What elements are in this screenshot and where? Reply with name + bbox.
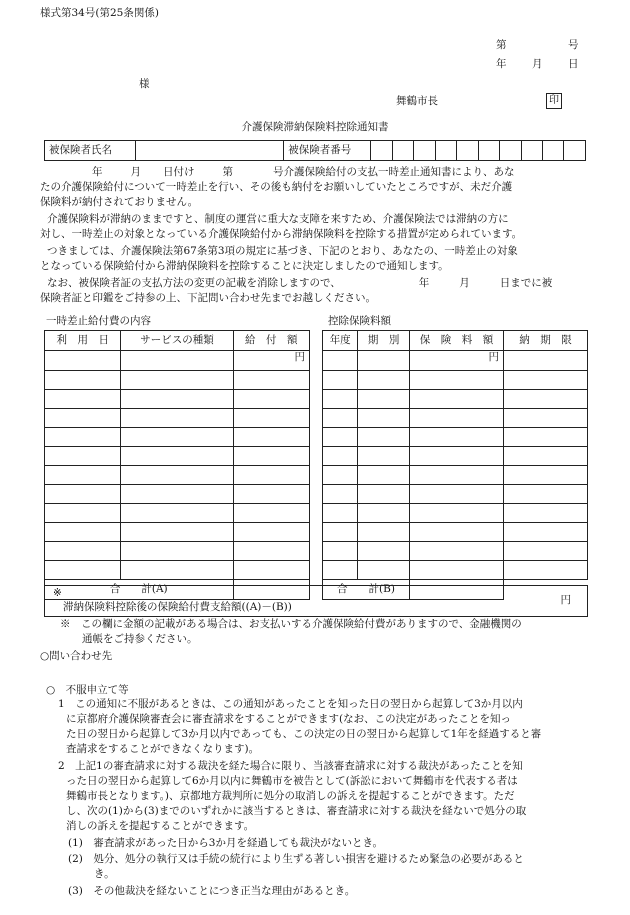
deduction-premium-table xyxy=(322,330,588,600)
digit-box[interactable] xyxy=(371,141,392,161)
col-header-fiscal-year: 年度 xyxy=(323,331,358,351)
para4-line2: 保険者証と印鑑をご持参の上、下記問い合わせ先までお越しください。 xyxy=(40,292,376,304)
suspended-benefit-table xyxy=(44,330,310,600)
cell-input[interactable] xyxy=(323,371,358,390)
cell-input[interactable] xyxy=(323,428,358,447)
cell-input[interactable] xyxy=(45,466,121,485)
cell-input[interactable] xyxy=(409,447,503,466)
table-row xyxy=(45,466,310,485)
unit-yen: 円 xyxy=(409,351,503,371)
left-table-caption: 一時差止給付費の内容 xyxy=(46,315,151,327)
cell-input[interactable] xyxy=(45,390,121,409)
digit-box[interactable] xyxy=(392,141,413,161)
cell-input[interactable] xyxy=(121,351,233,371)
para3-line1: つきましては、介護保険法第67条第3項の規定に基づき、下記のとおり、あなたの、一時差止の対象 xyxy=(47,245,518,257)
cell-input[interactable] xyxy=(504,504,588,523)
table-row xyxy=(45,428,310,447)
table-row xyxy=(323,542,588,561)
cell-input[interactable] xyxy=(233,485,310,504)
table-row xyxy=(45,351,310,371)
cell-input[interactable] xyxy=(233,447,310,466)
objection-item2-l3: 舞鶴市長となります。)、京都地方裁判所に処分の取消しの訴えを提起することができます。ただ xyxy=(66,790,515,802)
net-payment-label: 滞納保険料控除後の保険給付費支給額((A)－(B)) xyxy=(63,601,292,613)
table-row xyxy=(323,466,588,485)
table-row xyxy=(323,390,588,409)
col-header-benefit-amount: 給 付 額 xyxy=(233,331,310,351)
total-b-label: 合 計(B) xyxy=(323,580,410,600)
cell-input[interactable] xyxy=(45,351,121,371)
date-day: 日 xyxy=(568,58,579,70)
cell-input[interactable] xyxy=(358,485,410,504)
table-row xyxy=(323,561,588,580)
cell-input[interactable] xyxy=(233,371,310,390)
cell-input[interactable] xyxy=(409,371,503,390)
cell-input[interactable] xyxy=(358,447,410,466)
cell-input[interactable] xyxy=(121,371,233,390)
cell-input[interactable] xyxy=(323,523,358,542)
inquiry-heading: ○問い合わせ先 xyxy=(40,650,113,662)
cell-input[interactable] xyxy=(45,523,121,542)
cell-input[interactable] xyxy=(504,371,588,390)
cell-input[interactable] xyxy=(358,542,410,561)
note-line2: 通帳をご持参ください。 xyxy=(82,633,198,645)
para1-line2: たの介護保険給付について一時差止を行い、その後も納付をお願いしていたところですが、未だ介護 xyxy=(40,181,513,193)
cell-input[interactable] xyxy=(121,409,233,428)
cell-input[interactable] xyxy=(121,542,233,561)
digit-box[interactable] xyxy=(521,141,542,161)
cell-input[interactable] xyxy=(45,485,121,504)
cell-input[interactable] xyxy=(504,523,588,542)
issuer-name: 舞鶴市長 xyxy=(396,95,438,107)
table-row xyxy=(323,428,588,447)
cell-input[interactable] xyxy=(233,409,310,428)
cell-input[interactable] xyxy=(233,466,310,485)
cell-input[interactable] xyxy=(358,428,410,447)
cell-input[interactable] xyxy=(323,390,358,409)
digit-box[interactable] xyxy=(542,141,563,161)
table-row xyxy=(45,390,310,409)
objection-item1-l1: 1 この通知に不服があるときは、この通知があったことを知った日の翌日から起算して3か月以内 xyxy=(58,698,523,710)
table-row xyxy=(45,371,310,390)
col-header-period: 期 別 xyxy=(358,331,410,351)
cell-input[interactable] xyxy=(409,561,503,580)
cell-input[interactable] xyxy=(504,390,588,409)
cell-input[interactable] xyxy=(233,428,310,447)
cell-input[interactable] xyxy=(233,504,310,523)
table-header-row xyxy=(45,331,310,351)
cell-input[interactable] xyxy=(121,504,233,523)
insured-id-row xyxy=(44,140,586,161)
cell-input[interactable] xyxy=(504,466,588,485)
cell-input[interactable] xyxy=(504,485,588,504)
cell-input[interactable] xyxy=(409,523,503,542)
table-row xyxy=(323,504,588,523)
digit-box[interactable] xyxy=(500,141,521,161)
col-header-premium-amount: 保 険 料 額 xyxy=(409,331,503,351)
objection-heading: ○ 不服申立て等 xyxy=(46,684,129,696)
cell-input[interactable] xyxy=(358,523,410,542)
doc-no-dai: 第 xyxy=(496,39,507,51)
digit-box[interactable] xyxy=(457,141,478,161)
table-row xyxy=(323,485,588,504)
cell-input[interactable] xyxy=(409,390,503,409)
table-row xyxy=(323,447,588,466)
table-row xyxy=(45,561,310,580)
doc-no-go: 号 xyxy=(568,39,579,51)
cell-input[interactable] xyxy=(504,561,588,580)
cell-input[interactable] xyxy=(121,447,233,466)
total-a-label: 合 計(A) xyxy=(45,580,234,600)
cell-input[interactable] xyxy=(504,351,588,371)
cell-input[interactable] xyxy=(504,447,588,466)
cell-input[interactable] xyxy=(323,351,358,371)
cell-input[interactable] xyxy=(409,504,503,523)
insured-name-field[interactable] xyxy=(136,141,284,161)
table-row xyxy=(45,504,310,523)
cell-input[interactable] xyxy=(121,485,233,504)
objection-sub3: (3) その他裁決を経ないことにつき正当な理由があるとき。 xyxy=(68,885,356,897)
cell-input[interactable] xyxy=(323,466,358,485)
table-row xyxy=(323,523,588,542)
objection-item2-l4: し、次の(1)から(3)までのいずれかに該当するときは、審査請求に対する裁決を経ないで処分の取 xyxy=(66,805,527,817)
digit-box[interactable] xyxy=(435,141,456,161)
cell-input[interactable] xyxy=(233,523,310,542)
para4-line1: なお、被保険者証の支払方法の変更の記載を消除しますので、 年 月 日までに被 xyxy=(47,277,553,289)
objection-sub2-l1: (2) 処分、処分の執行又は手続の続行により生ずる著しい損害を避けるため緊急の必要があると xyxy=(68,853,524,865)
digit-box[interactable] xyxy=(414,141,435,161)
cell-input[interactable] xyxy=(504,542,588,561)
table-row xyxy=(45,485,310,504)
intro-line: 年 月 日付け 第 号介護保険給付の支払一時差止通知書により、あな xyxy=(92,166,515,178)
table-row xyxy=(45,542,310,561)
para2-line1: 介護保険料が滞納のままですと、制度の運営に重大な支障を来すため、介護保険法では滞納の方に xyxy=(47,213,509,225)
cell-input[interactable] xyxy=(45,542,121,561)
cell-input[interactable] xyxy=(45,428,121,447)
cell-input[interactable] xyxy=(409,466,503,485)
cell-input[interactable] xyxy=(323,542,358,561)
addressee-sama: 様 xyxy=(139,78,150,90)
cell-input[interactable] xyxy=(121,466,233,485)
unit-yen: 円 xyxy=(233,351,310,371)
net-payment-box xyxy=(44,585,588,617)
form-id: 様式第34号(第25条関係) xyxy=(40,7,159,19)
cell-input[interactable] xyxy=(233,542,310,561)
cell-input[interactable] xyxy=(45,409,121,428)
seal-mark: 印 xyxy=(546,93,562,109)
cell-input[interactable] xyxy=(121,428,233,447)
cell-input[interactable] xyxy=(409,428,503,447)
para3-line2: となっている保険給付から滞納保険料を控除することに決定しましたので通知します。 xyxy=(40,260,449,272)
objection-item2-l2: った日の翌日から起算して6か月以内に舞鶴市を被告として(訴訟において舞鶴市を代表する者は xyxy=(66,775,518,787)
cell-input[interactable] xyxy=(358,351,410,371)
table-row xyxy=(323,351,588,371)
cell-input[interactable] xyxy=(358,390,410,409)
insured-name-label: 被保険者氏名 xyxy=(45,141,136,161)
cell-input[interactable] xyxy=(504,409,588,428)
cell-input[interactable] xyxy=(358,504,410,523)
note-mark: ※ xyxy=(53,587,62,599)
table-row xyxy=(45,447,310,466)
table-header-row xyxy=(323,331,588,351)
cell-input[interactable] xyxy=(409,542,503,561)
objection-item2-l5: 消しの訴えを提起することができます。 xyxy=(66,820,255,832)
cell-input[interactable] xyxy=(409,485,503,504)
insured-number-label: 被保険者番号 xyxy=(284,141,371,161)
cell-input[interactable] xyxy=(323,447,358,466)
cell-input[interactable] xyxy=(45,371,121,390)
table-row xyxy=(323,371,588,390)
cell-input[interactable] xyxy=(358,371,410,390)
cell-input[interactable] xyxy=(358,561,410,580)
note-line1: ※ この欄に金額の記載がある場合は、お支払いする介護保険給付費がありますので、金融機関の xyxy=(60,618,522,630)
col-header-use-date: 利 用 日 xyxy=(45,331,121,351)
date-month: 月 xyxy=(532,58,543,70)
cell-input[interactable] xyxy=(358,409,410,428)
para1-line3: 保険料が納付されておりません。 xyxy=(40,196,199,208)
cell-input[interactable] xyxy=(121,523,233,542)
cell-input[interactable] xyxy=(323,561,358,580)
col-header-service-type: サービスの種類 xyxy=(121,331,233,351)
objection-sub2-l2: き。 xyxy=(94,868,115,880)
cell-input[interactable] xyxy=(323,504,358,523)
net-payment-unit: 円 xyxy=(560,594,571,606)
objection-item2-l1: 2 上記1の審査請求に対する裁決を経た場合に限り、当該審査請求に対する裁決があったことを知 xyxy=(58,760,523,772)
digit-box[interactable] xyxy=(564,141,586,161)
table-row xyxy=(323,409,588,428)
cell-input[interactable] xyxy=(45,504,121,523)
cell-input[interactable] xyxy=(121,561,233,580)
objection-item1-l4: 査請求をすることができなくなります)。 xyxy=(66,743,260,755)
cell-input[interactable] xyxy=(504,428,588,447)
cell-input[interactable] xyxy=(358,466,410,485)
col-header-due-date: 納 期 限 xyxy=(504,331,588,351)
digit-box[interactable] xyxy=(478,141,499,161)
cell-input[interactable] xyxy=(409,409,503,428)
cell-input[interactable] xyxy=(45,447,121,466)
cell-input[interactable] xyxy=(323,409,358,428)
cell-input[interactable] xyxy=(121,390,233,409)
document-title: 介護保険滞納保険料控除通知書 xyxy=(241,121,389,133)
right-table-caption: 控除保険料額 xyxy=(328,315,391,327)
cell-input[interactable] xyxy=(233,390,310,409)
objection-item1-l3: た日の翌日から起算して3か月以内であっても、この決定の日の翌日から起算して1年を経過すると審 xyxy=(66,728,542,740)
cell-input[interactable] xyxy=(45,561,121,580)
para2-line2: 対し、一時差止の対象となっている介護保険給付から滞納保険料を控除する措置が定められています。 xyxy=(40,228,523,240)
objection-sub1: (1) 審査請求があった日から3か月を経過しても裁決がないとき。 xyxy=(68,837,384,849)
cell-input[interactable] xyxy=(233,561,310,580)
cell-input[interactable] xyxy=(323,485,358,504)
date-year: 年 xyxy=(496,58,507,70)
table-row xyxy=(45,523,310,542)
table-row xyxy=(45,409,310,428)
objection-item1-l2: に京都府介護保険審査会に審査請求をすることができます(なお、この決定があったことを知っ xyxy=(66,713,511,725)
